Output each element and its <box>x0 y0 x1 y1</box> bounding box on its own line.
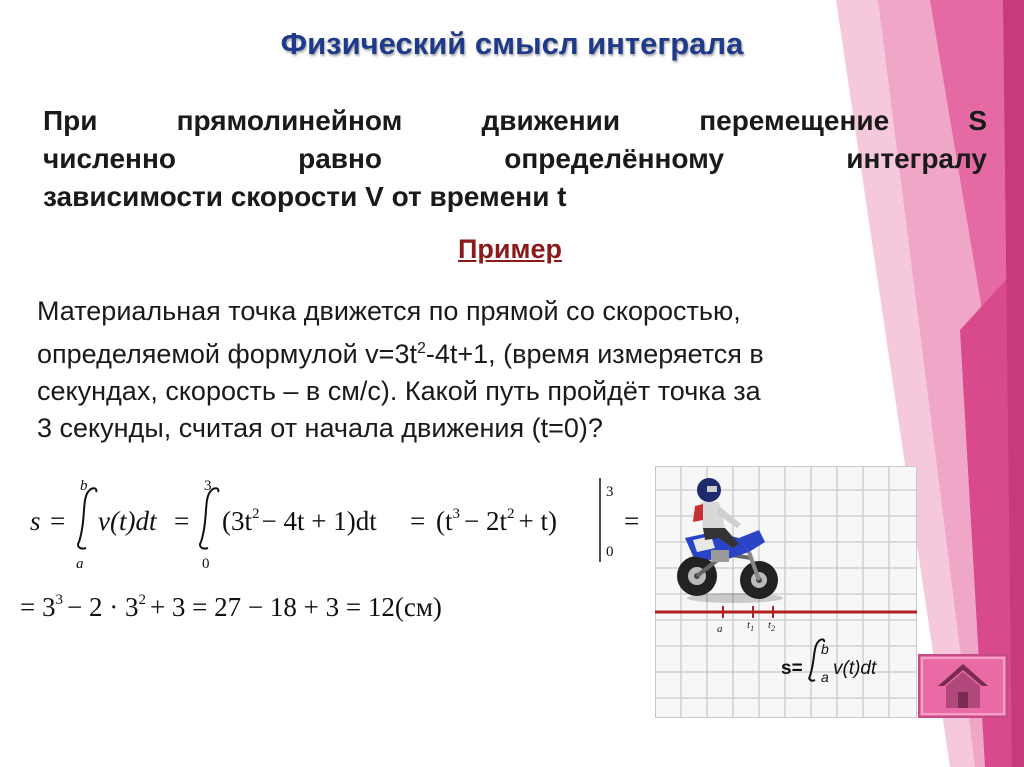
statement-line: численно равно определённому интегралу <box>43 143 987 174</box>
integral-sign <box>78 488 96 548</box>
formula-equals: = <box>410 506 426 536</box>
antiderivative-part: (t <box>436 506 453 536</box>
integrand-rest: − 4t + 1)dt <box>261 506 377 536</box>
integral-sign <box>200 488 218 548</box>
statement-line: При прямолинейном движении перемещение S <box>43 105 987 136</box>
formula-equals: = <box>50 506 66 536</box>
definition-statement <box>43 102 987 216</box>
axis-label-t2-subscript: 2 <box>771 624 776 633</box>
problem-text <box>37 293 997 447</box>
problem-formula-rest: -4t+1, (время измеряется в <box>425 339 764 369</box>
axis-label-t1-letter: t <box>747 619 751 631</box>
example-heading-wrap <box>0 234 1004 265</box>
formula-prefix: s= <box>781 658 803 679</box>
solution-formula <box>16 470 656 630</box>
problem-line <box>37 330 997 373</box>
computation-exponent: 2 <box>138 592 146 608</box>
problem-formula-part: определяемой формулой v=3t <box>37 339 417 369</box>
integral-lower-limit: a <box>76 556 84 572</box>
evaluation-upper: 3 <box>606 484 614 500</box>
formula-upper: b <box>821 641 829 657</box>
formula-body: v(t)dt <box>833 658 877 679</box>
slide-title: Физический смысл интеграла <box>280 26 744 61</box>
computation-result: + 3 = 27 − 18 + 3 = 12(см) <box>149 592 442 622</box>
antiderivative-exponent: 2 <box>506 506 515 522</box>
computation-part: = 3 <box>20 592 56 622</box>
problem-line: секундах, скорость – в см/с). Какой путь пройдёт точка за <box>37 376 761 406</box>
formula-lower: a <box>821 669 829 685</box>
computation-part: − 2 · 3 <box>66 592 139 622</box>
problem-line: Материальная точка движется по прямой со скоростью, <box>37 296 741 326</box>
example-heading[interactable]: Пример <box>458 234 562 264</box>
integrand: v(t)dt <box>98 506 157 536</box>
home-button[interactable] <box>918 654 1008 718</box>
integrand <box>222 506 377 536</box>
statement-line: зависимости скорости V от времени t <box>43 181 567 212</box>
formula-equals: = <box>174 506 190 536</box>
formula-equals: = <box>624 506 640 536</box>
antiderivative <box>436 506 557 536</box>
integral-upper-limit: 3 <box>204 478 212 494</box>
antiderivative-part: − 2t <box>464 506 507 536</box>
evaluation-lower: 0 <box>606 544 614 560</box>
integrand-exponent: 2 <box>252 506 260 522</box>
antiderivative-part: + t) <box>518 506 557 536</box>
motorcycle-grid-illustration <box>655 466 917 718</box>
axis-label-t2-letter: t <box>768 619 772 631</box>
formula-s: s <box>30 506 41 536</box>
computation <box>20 592 442 622</box>
axis-label-t1-subscript: 1 <box>750 624 755 633</box>
axis-label-a: a <box>717 623 723 635</box>
integral-lower-limit: 0 <box>202 556 210 572</box>
integrand-part: (3t <box>222 506 252 536</box>
antiderivative-exponent: 3 <box>452 506 460 522</box>
problem-exponent: 2 <box>416 340 426 357</box>
problem-line: 3 секунды, считая от начала движения (t=0)? <box>37 413 603 443</box>
integral-upper-limit: b <box>80 478 88 494</box>
computation-exponent: 3 <box>55 592 63 608</box>
